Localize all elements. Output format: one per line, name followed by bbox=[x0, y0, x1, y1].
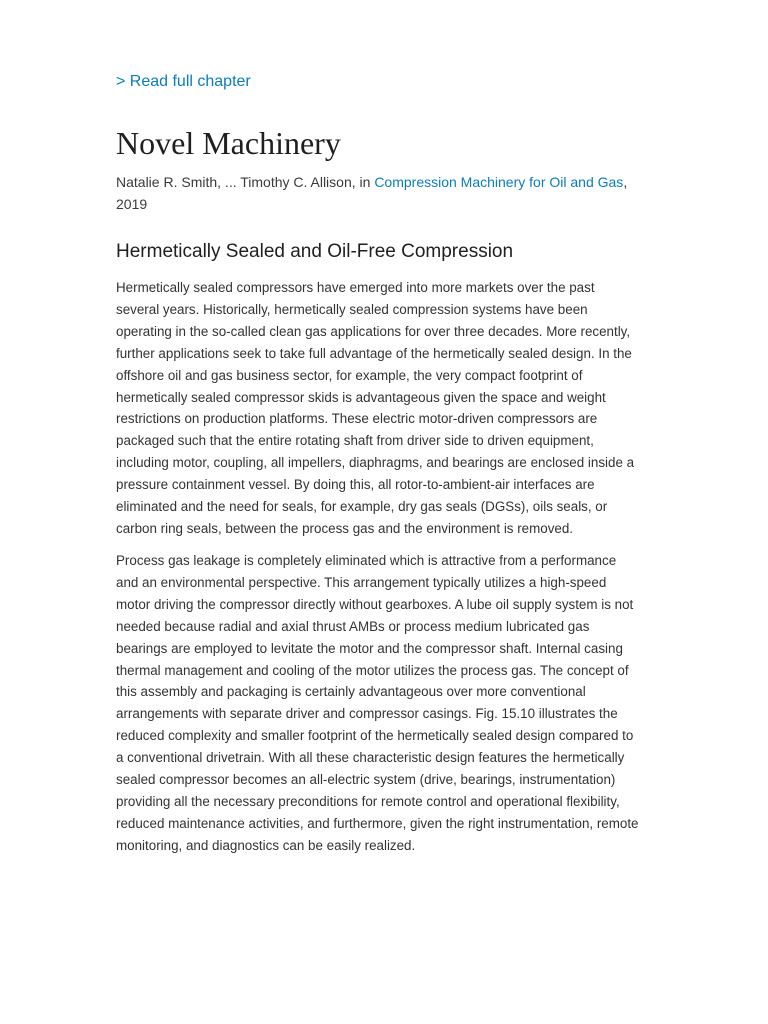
book-title-link[interactable]: Compression Machinery for Oil and Gas bbox=[374, 174, 624, 190]
read-full-chapter-link[interactable]: > Read full chapter bbox=[116, 73, 251, 90]
byline bbox=[116, 171, 640, 215]
byline-authors: Natalie R. Smith, ... Timothy C. Allison, in bbox=[116, 174, 375, 190]
section-heading: Hermetically Sealed and Oil-Free Compression bbox=[116, 241, 514, 262]
body-paragraph-2: Process gas leakage is completely eliminated which is attractive from a performance and an environmental perspective. This arrangement typically utilizes a high-speed motor driving the compressor directly without gearboxes. A lube oil supply system is not needed because radial and axial thrust AMBs or process medium lubricated gas bearings are employed to levitate the motor and the compressor shaft. Internal casing thermal management and cooling of the motor utilizes the process gas. The concept of this assembly and packaging is certainly advantageous over more conventional arrangements with separate driver and compressor casings. Fig. 15.10 illustrates the reduced complexity and smaller footprint of the hermetically sealed design compared to a conventional drivetrain. With all these characteristic design features the hermetically sealed compressor becomes an all-electric system (drive, bearings, instrumentation) providing all the necessary preconditions for remote control and operational flexibility, reduced maintenance activities, and furthermore, given the right instrumentation, remote monitoring, and diagnostics can be easily realized. bbox=[116, 553, 639, 853]
article-title: Novel Machinery bbox=[116, 125, 341, 161]
body-paragraph-1: Hermetically sealed compressors have emerged into more markets over the past several years. Historically, hermetically sealed compression systems have been operating in the so-called clean gas applications for over three decades. More recently, further applications seek to take full advantage of the hermetically sealed design. In the offshore oil and gas business sector, for example, the very compact footprint of hermetically sealed compressor skids is advantageous given the space and weight restrictions on production platforms. These electric motor-driven compressors are packaged such that the entire rotating shaft from driver side to driven equipment, including motor, coupling, all impellers, diaphragms, and bearings are enclosed inside a pressure containment vessel. By doing this, all rotor-to-ambient-air interfaces are eliminated and the need for seals, for example, dry gas seals (DGSs), oils seals, or carbon ring seals, between the process gas and the environment is removed. bbox=[116, 280, 635, 536]
byline-year: , 2019 bbox=[116, 174, 628, 212]
